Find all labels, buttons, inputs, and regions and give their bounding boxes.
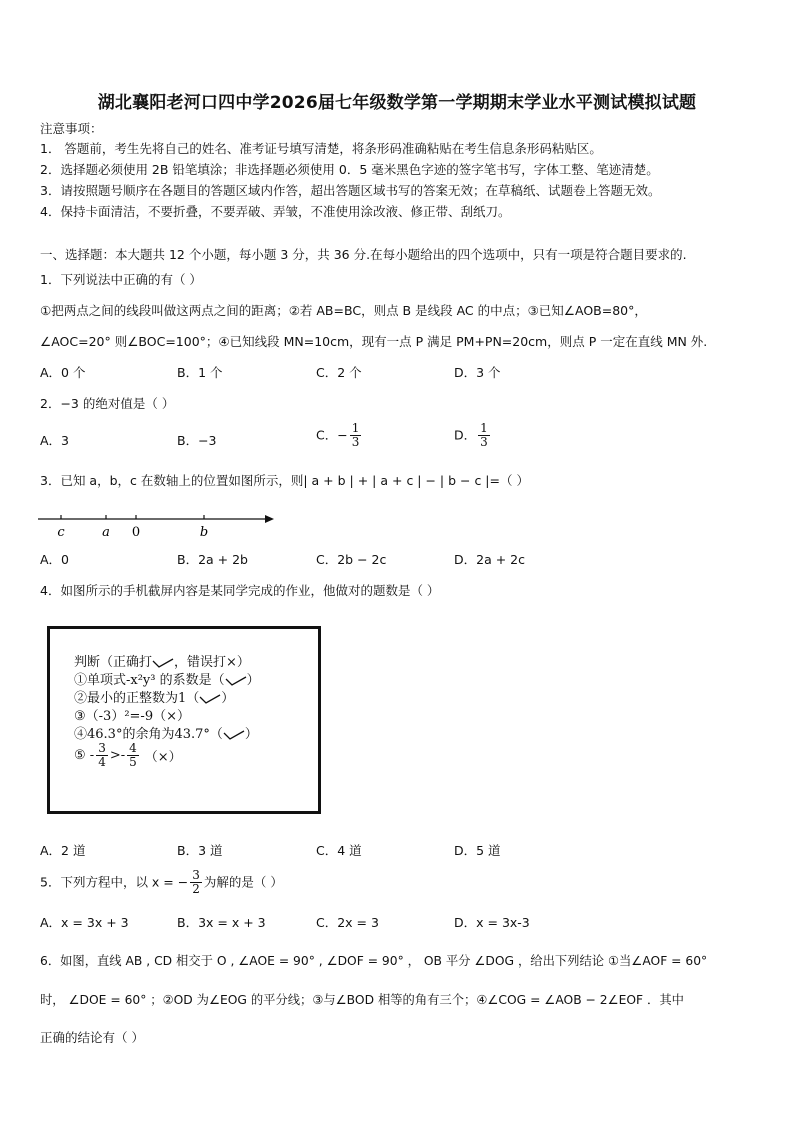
question-5-option-d[interactable]: D．x = 3x-3 [454, 915, 530, 930]
question-2-option-b[interactable]: B．−3 [177, 433, 217, 448]
fraction-denominator: 3 [351, 435, 360, 449]
question-1-stem: 1．下列说法中正确的有（ ） [40, 272, 202, 287]
fraction-numerator: 4 [129, 741, 137, 755]
fraction-denominator: 2 [192, 882, 200, 896]
fraction-numerator: 1 [351, 421, 360, 435]
phone-text: ） [244, 727, 258, 742]
question-5-stem [40, 869, 283, 896]
phone-line-heading [74, 651, 250, 670]
question-1-line2: ∠AOC=20° 则∠BOC=100°；④已知线段 MN=10cm，现有一点 P 满足 PM+PN=20cm，则点 P 一定在直线 MN 外. [40, 334, 708, 349]
question-4-option-b[interactable]: B．3 道 [177, 843, 223, 858]
phone-text: ①单项式-x²y³ 的系数是（ [74, 673, 225, 688]
question-2-option-d[interactable] [454, 422, 492, 449]
question-5-option-c[interactable]: C．2x = 3 [316, 915, 379, 930]
notes-heading: 注意事项： [40, 121, 103, 136]
question-1-option-b[interactable]: B．1 个 [177, 365, 223, 380]
section-heading: 一、选择题：本大题共 12 个小题，每小题 3 分，共 36 分.在每小题给出的四个选项中，只有一项是符合题目要求的. [40, 247, 687, 262]
fraction [190, 869, 202, 896]
phone-text: ） [246, 673, 260, 688]
check-icon [225, 676, 247, 686]
phone-text: >- [109, 748, 126, 763]
phone-text: ⑤ - [74, 748, 95, 763]
page-title: 湖北襄阳老河口四中学2026届七年级数学第一学期期末学业水平测试模拟试题 [97, 93, 697, 113]
fraction [350, 422, 362, 449]
fraction [96, 742, 108, 769]
axis-arrow-icon [265, 515, 274, 523]
question-5-option-a[interactable]: A．x = 3x + 3 [40, 915, 129, 930]
question-6-line3: 正确的结论有（ ） [40, 1030, 144, 1045]
question-3-stem: 3．已知 a，b，c 在数轴上的位置如图所示，则| a + b | + | a + c | − | b − c |=（ ） [40, 473, 529, 488]
tick-label-b: b [199, 525, 209, 540]
fraction [478, 422, 490, 449]
question-3-option-d[interactable]: D．2a + 2c [454, 552, 525, 567]
phone-screenshot-figure [47, 626, 321, 814]
fraction-denominator: 3 [480, 435, 488, 449]
note-item: 2．选择题必须使用 2B 铅笔填涂；非选择题必须使用 0．5 毫米黑色字迹的签字笔书写，字体工整、笔迹清楚。 [40, 162, 659, 177]
question-3-option-a[interactable]: A．0 [40, 552, 70, 567]
check-icon [199, 694, 221, 704]
question-1-option-a[interactable]: A．0 个 [40, 365, 86, 380]
check-icon [152, 658, 174, 668]
note-item: 1． 答题前，考生先将自己的姓名、准考证号填写清楚，将条形码准确粘贴在考生信息条形码粘贴区。 [40, 141, 602, 156]
question-4-option-a[interactable]: A．2 道 [40, 843, 86, 858]
phone-text: ④46.3°的余角为43.7°（ [74, 727, 223, 742]
stem-text: 为解的是（ ） [203, 874, 283, 890]
fraction-denominator: 4 [98, 755, 106, 769]
question-5-option-b[interactable]: B．3x = x + 3 [177, 915, 266, 930]
fraction-numerator: 3 [98, 741, 106, 755]
phone-line-5 [74, 742, 182, 769]
fraction-denominator: 5 [129, 755, 137, 769]
number-line-figure [38, 508, 278, 540]
phone-line-3: ③（-3）²=-9（×） [74, 709, 190, 724]
question-2-stem: 2．−3 的绝对值是（ ） [40, 396, 175, 411]
question-4-option-d[interactable]: D．5 道 [454, 843, 501, 858]
check-icon [223, 730, 245, 740]
note-item: 3．请按照题号顺序在各题目的答题区域内作答，超出答题区域书写的答案无效；在草稿纸、试题卷上答题无效。 [40, 183, 661, 198]
note-item: 4．保持卡面清洁，不要折叠，不要弄破、弄皱，不准使用涂改液、修正带、刮纸刀。 [40, 204, 511, 219]
option-d-prefix: D． [454, 427, 477, 443]
question-2-option-c[interactable] [316, 422, 363, 449]
phone-text: ②最小的正整数为1（ [74, 691, 200, 706]
question-4-stem: 4．如图所示的手机截屏内容是某同学完成的作业，他做对的题数是（ ） [40, 583, 440, 598]
question-1-line1: ①把两点之间的线段叫做这两点之间的距离；②若 AB=BC，则点 B 是线段 AC 的中点；③已知∠AOB=80°， [40, 303, 647, 318]
fraction [127, 742, 139, 769]
fraction-numerator: 1 [480, 421, 488, 435]
question-2-option-a[interactable]: A．3 [40, 433, 70, 448]
phone-text: 判断（正确打 [74, 655, 153, 670]
question-6-line2: 时， ∠DOE = 60° ；②OD 为∠EOG 的平分线；③与∠BOD 相等的角有三个；④∠COG = ∠AOB − 2∠EOF ．其中 [40, 993, 684, 1007]
tick-label-c: c [57, 525, 65, 540]
phone-line-4 [74, 723, 258, 742]
question-3-option-b[interactable]: B．2a + 2b [177, 552, 248, 567]
question-1-option-c[interactable]: C．2 个 [316, 365, 362, 380]
question-6-line1: 6．如图，直线 AB , CD 相交于 O , ∠AOE = 90° , ∠DOF = 90° ， OB 平分 ∠DOG ，给出下列结论 ①当∠AOF = 60° [40, 954, 708, 968]
tick-label-0: 0 [131, 525, 141, 540]
option-c-prefix: C．− [316, 427, 348, 443]
phone-line-1 [74, 669, 260, 688]
question-1-option-d[interactable]: D．3 个 [454, 365, 501, 380]
stem-text: 5．下列方程中，以 x = − [40, 874, 189, 890]
question-3-option-c[interactable]: C．2b − 2c [316, 552, 387, 567]
phone-text: （×） [144, 750, 182, 765]
phone-text: ） [221, 691, 235, 706]
fraction-numerator: 3 [192, 868, 200, 882]
phone-line-2 [74, 687, 234, 706]
phone-text: ，错误打×） [174, 655, 250, 670]
question-4-option-c[interactable]: C．4 道 [316, 843, 362, 858]
tick-label-a: a [102, 525, 110, 540]
